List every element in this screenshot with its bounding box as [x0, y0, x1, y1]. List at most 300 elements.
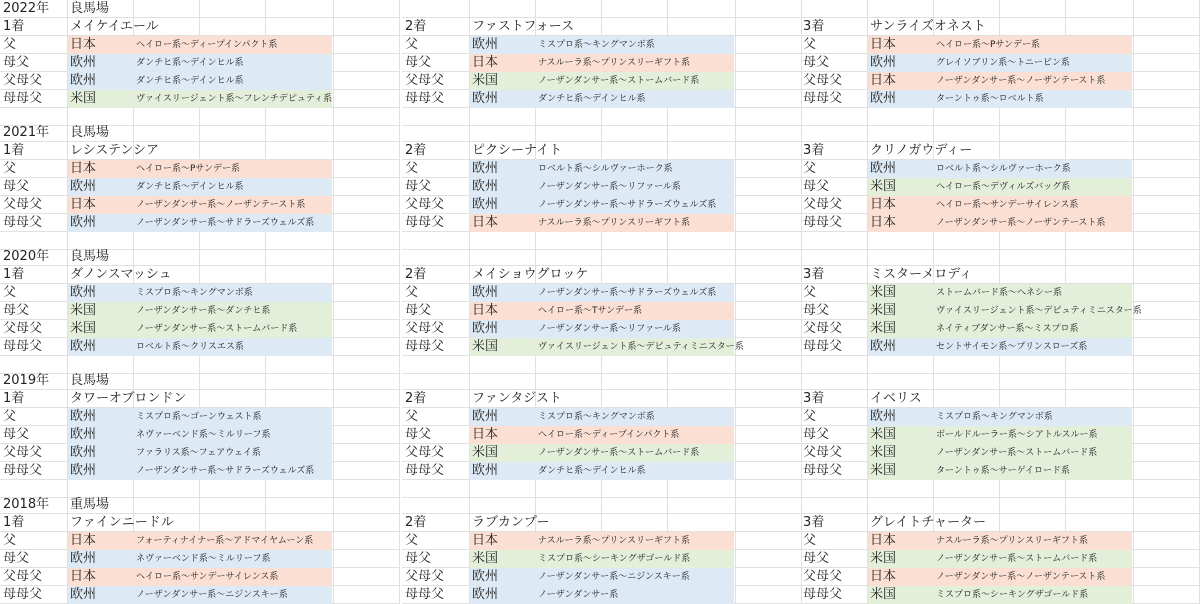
grid-cell[interactable] [736, 514, 802, 532]
grid-cell[interactable] [334, 408, 400, 426]
grid-cell[interactable] [1134, 72, 1200, 90]
sire-line: ロベルト系～シルヴァーホーク系 [936, 164, 1071, 174]
sire-line: ヘイロー系～Pサンデー系 [936, 40, 1040, 50]
grid-cell[interactable] [800, 248, 868, 266]
horse-name: ピクシーナイト [472, 143, 563, 158]
grid-cell[interactable] [536, 0, 602, 18]
grid-cell[interactable] [470, 496, 536, 514]
horse-name-row [0, 514, 1200, 532]
region-label: 欧州 [70, 587, 97, 602]
region-label: 米国 [70, 91, 97, 106]
year-row [0, 0, 1200, 18]
relation-label: 母父 [3, 427, 30, 442]
grid-cell[interactable] [668, 514, 736, 532]
grid-cell[interactable] [736, 124, 802, 142]
relation-label: 母母父 [803, 215, 843, 230]
grid-cell[interactable] [266, 372, 334, 390]
grid-cell[interactable] [736, 496, 802, 514]
grid-cell[interactable] [334, 320, 400, 338]
grid-cell[interactable] [736, 248, 802, 266]
region-label: 欧州 [70, 463, 97, 478]
grid-cell[interactable] [1134, 284, 1200, 302]
sire-line: ナスルーラ系～プリンスリーギフト系 [936, 536, 1089, 546]
grid-cell[interactable] [736, 214, 802, 232]
grid-cell[interactable] [736, 390, 802, 408]
grid-cell[interactable] [1066, 372, 1134, 390]
sire-line: ネイティブダンサー系～ミスプロ系 [936, 324, 1079, 334]
grid-cell[interactable] [470, 0, 536, 18]
grid-cell[interactable] [266, 514, 334, 532]
finish-rank: 1着 [3, 143, 25, 158]
sire-line: ヴァイスリージェント系～デピュティミニスター系 [538, 342, 744, 352]
grid-cell[interactable] [1000, 248, 1066, 266]
grid-cell[interactable] [736, 160, 802, 178]
relation-label: 父 [405, 409, 419, 424]
grid-cell[interactable] [736, 444, 802, 462]
grid-cell[interactable] [1134, 372, 1200, 390]
grid-cell[interactable] [868, 248, 934, 266]
grid-cell[interactable] [602, 248, 668, 266]
region-label: 日本 [472, 55, 499, 70]
region-label: 米国 [472, 339, 499, 354]
horse-name-row [0, 390, 1200, 408]
relation-label: 母父 [3, 179, 30, 194]
sire-line: ノーザンダンサー系～リファール系 [538, 324, 681, 334]
pedigree-row [0, 196, 1200, 214]
grid-cell[interactable] [736, 266, 802, 284]
grid-cell[interactable] [266, 142, 334, 160]
region-label: 日本 [870, 533, 897, 548]
relation-label: 母父 [803, 179, 830, 194]
region-label: 欧州 [70, 73, 97, 88]
grid-cell[interactable] [1134, 532, 1200, 550]
grid-cell[interactable] [602, 514, 668, 532]
relation-label: 父 [803, 37, 817, 52]
track-condition: 良馬場 [70, 125, 110, 140]
grid-cell[interactable] [736, 320, 802, 338]
grid-cell[interactable] [934, 390, 1000, 408]
relation-label: 母母父 [405, 587, 445, 602]
region-label: 米国 [70, 303, 97, 318]
grid-cell[interactable] [1000, 514, 1066, 532]
relation-label: 母母父 [3, 587, 43, 602]
grid-cell[interactable] [602, 390, 668, 408]
grid-cell[interactable] [200, 514, 266, 532]
grid-cell[interactable] [800, 124, 868, 142]
grid-cell[interactable] [200, 0, 266, 18]
grid-cell[interactable] [1134, 338, 1200, 356]
grid-cell[interactable] [668, 18, 736, 36]
grid-cell[interactable] [736, 18, 802, 36]
grid-cell[interactable] [934, 496, 1000, 514]
region-label: 日本 [70, 533, 97, 548]
grid-cell[interactable] [1134, 550, 1200, 568]
relation-label: 父 [3, 409, 17, 424]
grid-cell[interactable] [934, 372, 1000, 390]
grid-cell[interactable] [736, 36, 802, 54]
grid-cell[interactable] [1000, 142, 1066, 160]
grid-cell[interactable] [1134, 36, 1200, 54]
grid-cell[interactable] [334, 302, 400, 320]
grid-cell[interactable] [1000, 0, 1066, 18]
relation-label: 母母父 [405, 463, 445, 478]
grid-cell[interactable] [200, 124, 266, 142]
sire-line: ノーザンダンサー系～リファール系 [538, 182, 681, 192]
grid-cell[interactable] [736, 72, 802, 90]
sire-line: ミスプロ系～ゴーンウェスト系 [136, 412, 262, 422]
grid-cell[interactable] [602, 0, 668, 18]
relation-label: 母母父 [3, 91, 43, 106]
pedigree-row [0, 54, 1200, 72]
grid-cell[interactable] [668, 124, 736, 142]
grid-cell[interactable] [266, 266, 334, 284]
finish-rank: 3着 [803, 391, 825, 406]
grid-cell[interactable] [1066, 390, 1134, 408]
grid-cell[interactable] [536, 372, 602, 390]
grid-cell[interactable] [1134, 408, 1200, 426]
grid-cell[interactable] [1066, 0, 1134, 18]
grid-cell[interactable] [1134, 18, 1200, 36]
grid-cell[interactable] [736, 532, 802, 550]
grid-cell[interactable] [1134, 320, 1200, 338]
grid-cell[interactable] [334, 178, 400, 196]
grid-cell[interactable] [334, 390, 400, 408]
grid-cell[interactable] [602, 372, 668, 390]
grid-cell[interactable] [736, 550, 802, 568]
grid-cell[interactable] [1066, 266, 1134, 284]
grid-cell[interactable] [334, 54, 400, 72]
relation-label: 母母父 [3, 463, 43, 478]
horse-name: ミスターメロディ [870, 267, 973, 282]
grid-cell[interactable] [334, 462, 400, 480]
grid-cell[interactable] [1134, 568, 1200, 586]
grid-cell[interactable] [266, 124, 334, 142]
relation-label: 父 [405, 161, 419, 176]
grid-cell[interactable] [736, 142, 802, 160]
grid-cell[interactable] [334, 444, 400, 462]
grid-cell[interactable] [470, 124, 536, 142]
track-condition: 良馬場 [70, 249, 110, 264]
grid-cell[interactable] [1134, 248, 1200, 266]
sire-line: ダンチヒ系～デインヒル系 [538, 466, 646, 476]
sire-line: ノーザンダンサー系～ニジンスキー系 [538, 572, 690, 582]
grid-cell[interactable] [668, 0, 736, 18]
relation-label: 母父 [803, 551, 830, 566]
finish-rank: 2着 [405, 391, 427, 406]
grid-cell[interactable] [868, 372, 934, 390]
region-label: 米国 [870, 303, 897, 318]
relation-label: 母父 [3, 55, 30, 70]
grid-cell[interactable] [402, 0, 470, 18]
relation-label: 母父 [405, 551, 432, 566]
grid-cell[interactable] [1134, 426, 1200, 444]
grid-cell[interactable] [134, 248, 200, 266]
horse-name: レシステンシア [70, 143, 160, 158]
grid-cell[interactable] [934, 124, 1000, 142]
grid-cell[interactable] [200, 372, 266, 390]
horse-name-row [0, 142, 1200, 160]
grid-cell[interactable] [134, 0, 200, 18]
sire-line: ノーザンダンサー系～ストームバード系 [136, 324, 298, 334]
grid-cell[interactable] [200, 142, 266, 160]
sire-line: ヘイロー系～サンデーサイレンス系 [136, 572, 279, 582]
pedigree-row [0, 426, 1200, 444]
finish-rank: 1着 [3, 267, 25, 282]
region-label: 欧州 [870, 55, 897, 70]
grid-cell[interactable] [736, 586, 802, 604]
grid-cell[interactable] [334, 266, 400, 284]
grid-cell[interactable] [1134, 90, 1200, 108]
grid-cell[interactable] [334, 586, 400, 604]
grid-cell[interactable] [266, 248, 334, 266]
grid-cell[interactable] [334, 36, 400, 54]
grid-cell[interactable] [736, 178, 802, 196]
horse-name: メイケイエール [70, 19, 159, 34]
grid-cell[interactable] [200, 266, 266, 284]
sire-line: ミスプロ系～キングマンボ系 [538, 412, 655, 422]
grid-cell[interactable] [334, 142, 400, 160]
region-label: 欧州 [870, 339, 897, 354]
grid-cell[interactable] [800, 372, 868, 390]
grid-cell[interactable] [1000, 124, 1066, 142]
grid-cell[interactable] [470, 372, 536, 390]
horse-name: クリノガウディー [870, 143, 973, 158]
relation-label: 父母父 [405, 321, 445, 336]
pedigree-row [0, 586, 1200, 604]
pedigree-row [0, 568, 1200, 586]
grid-cell[interactable] [1000, 18, 1066, 36]
horse-name: グレイトチャーター [870, 515, 986, 530]
grid-cell[interactable] [1066, 142, 1134, 160]
grid-cell[interactable] [1134, 124, 1200, 142]
region-label: 米国 [472, 73, 499, 88]
grid-cell[interactable] [334, 426, 400, 444]
grid-cell[interactable] [868, 496, 934, 514]
grid-cell[interactable] [334, 514, 400, 532]
relation-label: 父母父 [803, 445, 843, 460]
grid-cell[interactable] [1000, 372, 1066, 390]
region-label: 欧州 [472, 569, 499, 584]
grid-cell[interactable] [800, 496, 868, 514]
grid-cell[interactable] [1066, 248, 1134, 266]
grid-cell[interactable] [1066, 18, 1134, 36]
grid-cell[interactable] [736, 284, 802, 302]
grid-cell[interactable] [334, 496, 400, 514]
finish-rank: 1着 [3, 391, 25, 406]
grid-cell[interactable] [736, 0, 802, 18]
region-label: 日本 [870, 73, 897, 88]
grid-cell[interactable] [200, 248, 266, 266]
grid-cell[interactable] [934, 0, 1000, 18]
region-label: 欧州 [472, 91, 499, 106]
grid-cell[interactable] [402, 124, 470, 142]
grid-cell[interactable] [736, 54, 802, 72]
grid-cell[interactable] [934, 248, 1000, 266]
relation-label: 父 [405, 37, 419, 52]
grid-cell[interactable] [334, 90, 400, 108]
grid-cell[interactable] [1066, 124, 1134, 142]
sire-line: ノーザンダンサー系～ノーザンテースト系 [936, 572, 1106, 582]
region-label: 日本 [870, 37, 897, 52]
grid-cell[interactable] [1134, 514, 1200, 532]
grid-cell[interactable] [334, 532, 400, 550]
grid-cell[interactable] [1134, 390, 1200, 408]
sire-line: ヘイロー系～デヴィルズバッグ系 [936, 182, 1071, 192]
pedigree-row [0, 532, 1200, 550]
region-label: 欧州 [70, 409, 97, 424]
grid-cell[interactable] [334, 72, 400, 90]
horse-name: サンライズオネスト [870, 19, 986, 34]
grid-cell[interactable] [736, 568, 802, 586]
region-label: 日本 [70, 37, 97, 52]
grid-cell[interactable] [1134, 0, 1200, 18]
grid-cell[interactable] [736, 426, 802, 444]
horse-name: ファンタジスト [472, 391, 562, 406]
grid-cell[interactable] [266, 0, 334, 18]
sire-line: ノーザンダンサー系～ニジンスキー系 [136, 590, 288, 600]
grid-cell[interactable] [134, 124, 200, 142]
sire-line: ミスプロ系～キングマンボ系 [136, 288, 253, 298]
grid-cell[interactable] [402, 496, 470, 514]
grid-cell[interactable] [1066, 496, 1134, 514]
sire-line: ノーザンダンサー系 [538, 590, 619, 600]
grid-cell[interactable] [1134, 160, 1200, 178]
grid-cell[interactable] [1134, 142, 1200, 160]
grid-cell[interactable] [334, 160, 400, 178]
grid-cell[interactable] [266, 390, 334, 408]
grid-cell[interactable] [602, 266, 668, 284]
relation-label: 父 [405, 285, 419, 300]
grid-cell[interactable] [200, 496, 266, 514]
region-label: 欧州 [472, 285, 499, 300]
grid-cell[interactable] [602, 18, 668, 36]
sire-line: ミスプロ系～シーキングザゴールド系 [538, 554, 691, 564]
region-label: 欧州 [70, 215, 97, 230]
region-label: 日本 [472, 215, 499, 230]
grid-cell[interactable] [668, 248, 736, 266]
grid-cell[interactable] [736, 90, 802, 108]
grid-cell[interactable] [200, 18, 266, 36]
grid-cell[interactable] [1134, 302, 1200, 320]
grid-cell[interactable] [334, 338, 400, 356]
grid-cell[interactable] [266, 18, 334, 36]
grid-cell[interactable] [1134, 496, 1200, 514]
grid-cell[interactable] [200, 390, 266, 408]
grid-cell[interactable] [536, 124, 602, 142]
region-label: 米国 [870, 427, 897, 442]
grid-cell[interactable] [868, 0, 934, 18]
region-label: 日本 [472, 427, 499, 442]
relation-label: 父 [803, 161, 817, 176]
grid-cell[interactable] [602, 496, 668, 514]
grid-cell[interactable] [668, 266, 736, 284]
grid-cell[interactable] [1134, 586, 1200, 604]
grid-cell[interactable] [334, 124, 400, 142]
grid-cell[interactable] [736, 408, 802, 426]
grid-cell[interactable] [1134, 462, 1200, 480]
grid-cell[interactable] [334, 0, 400, 18]
grid-cell[interactable] [1134, 214, 1200, 232]
grid-cell[interactable] [668, 390, 736, 408]
grid-cell[interactable] [1134, 266, 1200, 284]
grid-cell[interactable] [668, 142, 736, 160]
grid-cell[interactable] [868, 124, 934, 142]
sire-line: ノーザンダンサー系～ノーザンテースト系 [936, 76, 1106, 86]
grid-cell[interactable] [736, 372, 802, 390]
grid-cell[interactable] [536, 248, 602, 266]
grid-cell[interactable] [668, 496, 736, 514]
pedigree-row [0, 462, 1200, 480]
grid-cell[interactable] [602, 124, 668, 142]
grid-cell[interactable] [134, 496, 200, 514]
grid-cell[interactable] [334, 18, 400, 36]
sire-line: ノーザンダンサー系～ノーザンテースト系 [936, 218, 1106, 228]
sire-line: ノーザンダンサー系～サドラーズウェルズ系 [538, 200, 717, 210]
grid-cell[interactable] [1066, 514, 1134, 532]
horse-name-row [0, 18, 1200, 36]
grid-cell[interactable] [402, 372, 470, 390]
region-label: 米国 [870, 463, 897, 478]
grid-cell[interactable] [334, 550, 400, 568]
grid-cell[interactable] [602, 142, 668, 160]
region-label: 欧州 [70, 551, 97, 566]
horse-name: イベリス [870, 391, 922, 406]
sire-line: ノーザンダンサー系～ノーザンテースト系 [136, 200, 306, 210]
grid-cell[interactable] [736, 302, 802, 320]
grid-cell[interactable] [266, 496, 334, 514]
grid-cell[interactable] [1134, 444, 1200, 462]
grid-cell[interactable] [736, 338, 802, 356]
grid-cell[interactable] [470, 248, 536, 266]
grid-cell[interactable] [1134, 54, 1200, 72]
grid-cell[interactable] [800, 0, 868, 18]
sire-line: ターントゥ系～ロベルト系 [936, 94, 1044, 104]
horse-name: ファストフォース [472, 19, 575, 34]
relation-label: 母母父 [405, 339, 445, 354]
relation-label: 母父 [405, 179, 432, 194]
grid-cell[interactable] [668, 372, 736, 390]
grid-cell[interactable] [334, 372, 400, 390]
region-label: 欧州 [472, 197, 499, 212]
grid-cell[interactable] [334, 568, 400, 586]
grid-cell[interactable] [1134, 196, 1200, 214]
grid-cell[interactable] [1000, 496, 1066, 514]
pedigree-row [0, 214, 1200, 232]
grid-cell[interactable] [1134, 178, 1200, 196]
region-label: 欧州 [870, 409, 897, 424]
relation-label: 母父 [803, 303, 830, 318]
grid-cell[interactable] [1000, 390, 1066, 408]
grid-cell[interactable] [334, 214, 400, 232]
grid-cell[interactable] [1000, 266, 1066, 284]
grid-cell[interactable] [536, 496, 602, 514]
grid-cell[interactable] [736, 462, 802, 480]
relation-label: 父 [3, 37, 17, 52]
pedigree-row [0, 550, 1200, 568]
region-label: 米国 [870, 445, 897, 460]
track-condition: 良馬場 [70, 1, 110, 16]
grid-cell[interactable] [402, 248, 470, 266]
grid-cell[interactable] [736, 196, 802, 214]
region-label: 欧州 [70, 427, 97, 442]
year-label: 2018年 [3, 497, 50, 512]
grid-cell[interactable] [134, 372, 200, 390]
grid-cell[interactable] [334, 196, 400, 214]
grid-cell[interactable] [334, 248, 400, 266]
pedigree-row [0, 284, 1200, 302]
grid-cell[interactable] [334, 284, 400, 302]
sire-line: ノーザンダンサー系～ストームバード系 [936, 448, 1098, 458]
